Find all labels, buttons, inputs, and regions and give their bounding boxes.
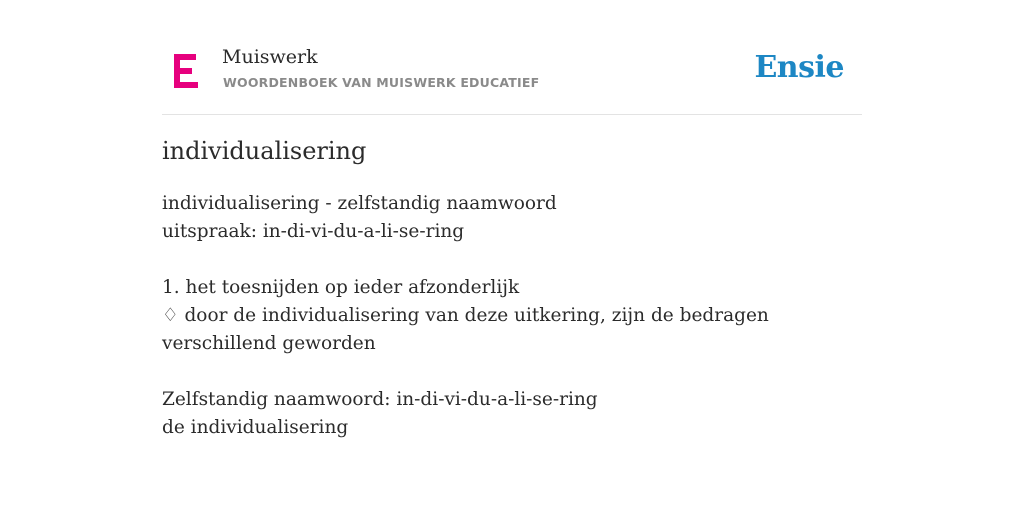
source-name[interactable]: Muiswerk xyxy=(222,46,318,68)
header xyxy=(162,0,862,115)
source-subtitle: WOORDENBOEK VAN MUISWERK EDUCATIEF xyxy=(223,75,540,90)
dictionary-page xyxy=(162,0,862,512)
entry-line: Zelfstandig naamwoord: in-di-vi-du-a-li-se-ring xyxy=(162,389,598,410)
entry-line: 1. het toesnijden op ieder afzonderlijk xyxy=(162,277,520,298)
entry-content xyxy=(162,190,862,442)
entry-line: ♢ door de individualisering van deze uitkering, zijn de bedragen verschillend geworden xyxy=(162,305,769,354)
muiswerk-e-logo-icon[interactable] xyxy=(172,54,200,88)
entry-title: individualisering xyxy=(162,137,367,165)
entry-line xyxy=(162,358,862,386)
entry-line: uitspraak: in-di-vi-du-a-li-se-ring xyxy=(162,221,465,242)
ensie-brand-logo[interactable]: Ensie xyxy=(754,50,844,85)
entry-line: individualisering - zelfstandig naamwoord xyxy=(162,193,557,214)
entry-line xyxy=(162,246,862,274)
entry-line: de individualisering xyxy=(162,417,349,438)
